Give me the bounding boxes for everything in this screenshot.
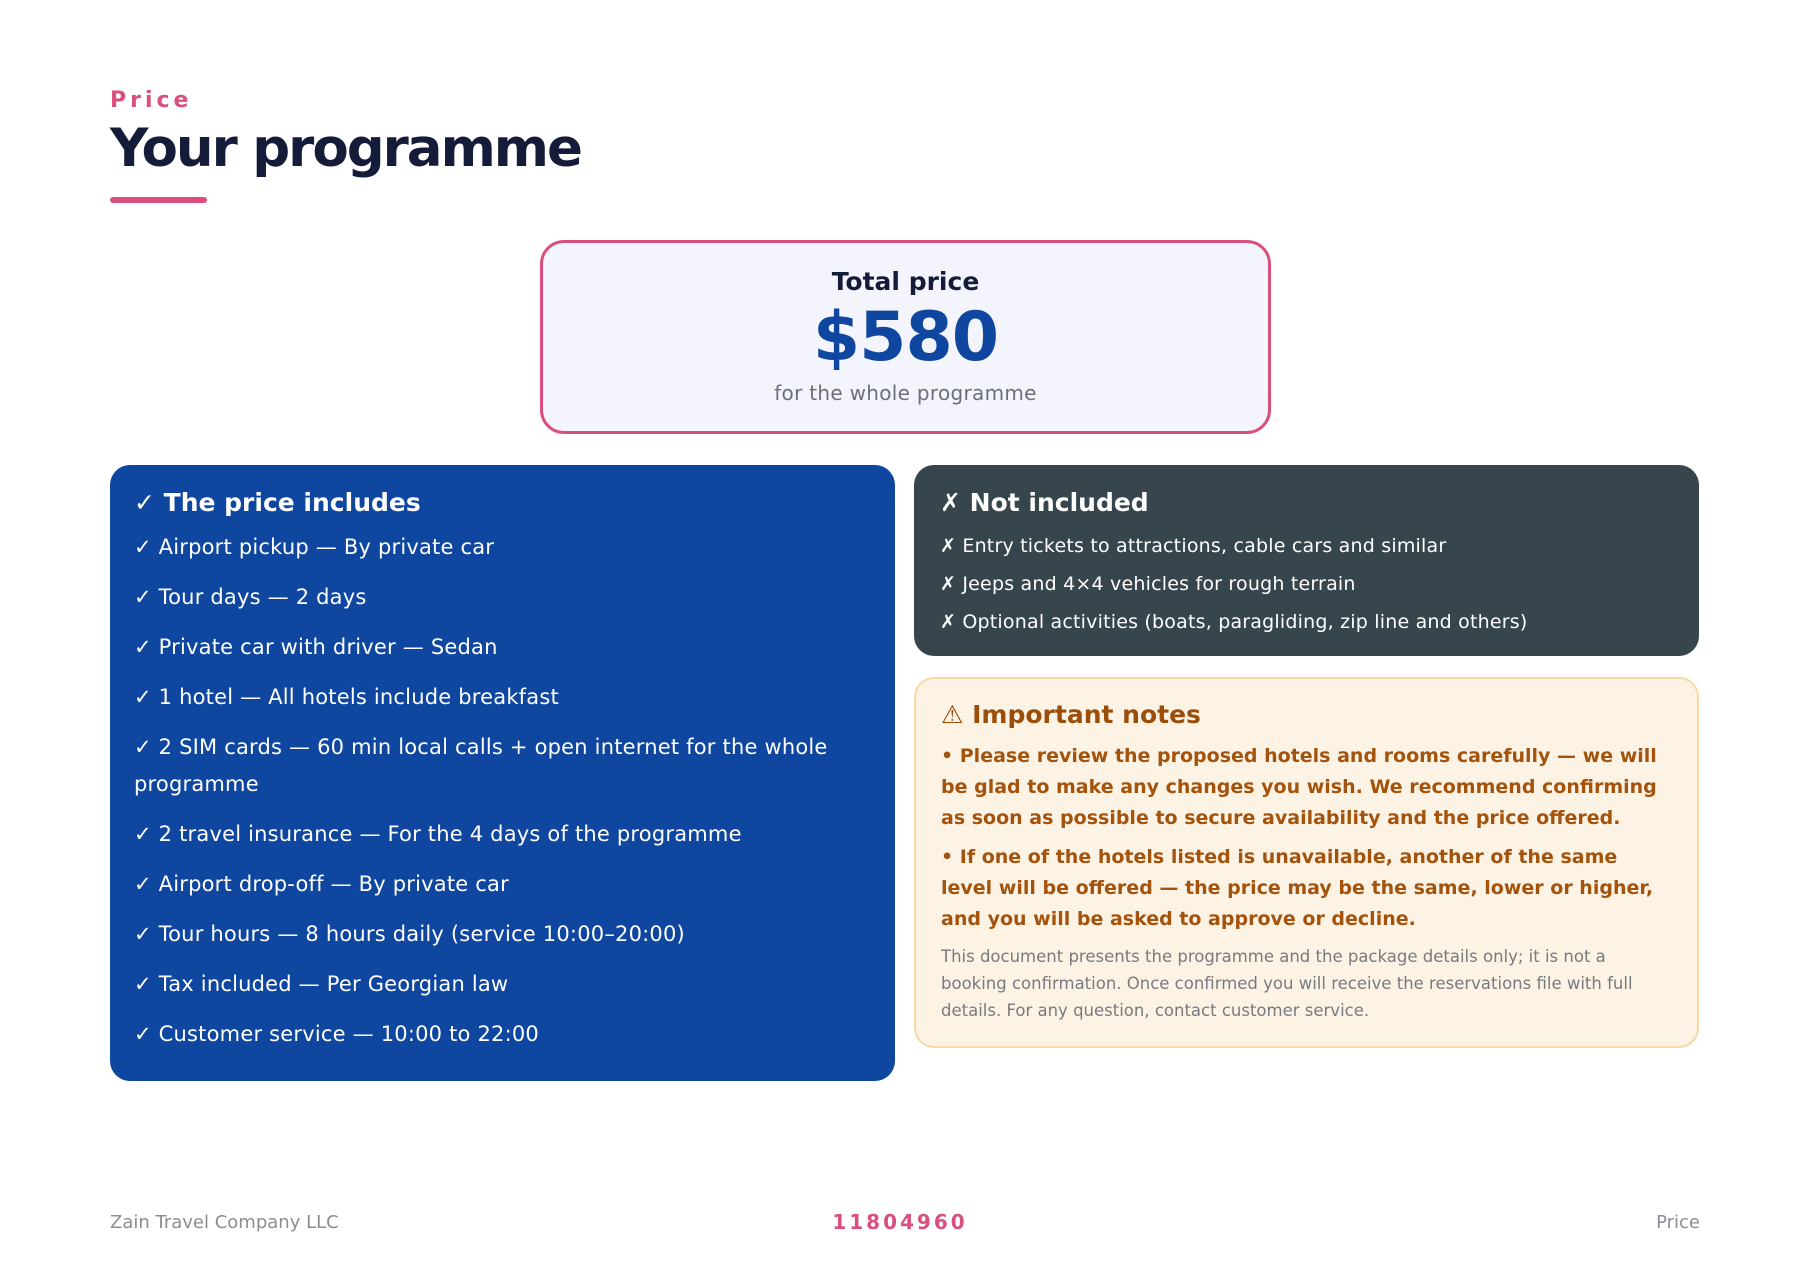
list-item: ✓ Tour days — 2 days	[134, 585, 367, 609]
list-item: ✓ Airport pickup — By private car	[134, 535, 495, 559]
total-price-label: Total price	[831, 267, 980, 296]
list-item: ✓ Customer service — 10:00 to 22:00	[134, 1022, 539, 1046]
list-item: ✓ Tax included — Per Georgian law	[134, 972, 509, 996]
list-item: ✓ 2 travel insurance — For the 4 days of the programme	[134, 822, 742, 846]
disclaimer-text: This document presents the programme and the package details only; it is not a booking confirmation. Once confirmed you will receive the reservations file with full details. For any question, contact customer service.	[941, 947, 1633, 1020]
list-item: ✓ 1 hotel — All hotels include breakfast	[134, 685, 559, 709]
footer-reference: 11804960	[832, 1210, 968, 1234]
important-notes-title: ⚠ Important notes	[941, 700, 1201, 729]
list-item: • Please review the proposed hotels and rooms carefully — we will be glad to make any changes you wish. We recommend confirming as soon as possible to secure availability and the price offered.	[941, 745, 1657, 829]
price-includes-panel	[110, 465, 895, 1081]
section-eyebrow: Price	[110, 88, 193, 113]
list-item: ✓ Airport drop-off — By private car	[134, 872, 509, 896]
title-underline	[110, 197, 207, 203]
total-price-subtitle: for the whole programme	[774, 381, 1037, 406]
page-header	[110, 88, 581, 203]
footer-section: Price	[1656, 1212, 1700, 1233]
list-item: ✓ Tour hours — 8 hours daily (service 10:00–20:00)	[134, 922, 685, 946]
list-item: ✓ 2 SIM cards — 60 min local calls + open internet for the whole programme	[134, 735, 828, 796]
not-included-title: ✗ Not included	[940, 488, 1149, 517]
price-includes-title: ✓ The price includes	[134, 488, 421, 517]
list-item: ✗ Optional activities (boats, paragliding, zip line and others)	[940, 611, 1528, 633]
not-included-list	[940, 527, 1673, 641]
not-included-panel	[914, 465, 1699, 656]
list-item: ✓ Private car with driver — Sedan	[134, 635, 498, 659]
list-item: ✗ Jeeps and 4×4 vehicles for rough terrain	[940, 573, 1356, 595]
page-title: Your programme	[110, 118, 581, 179]
price-includes-list	[134, 529, 871, 1053]
total-price-card	[540, 240, 1271, 434]
list-item: • If one of the hotels listed is unavailable, another of the same level will be offered — the price may be the same, lower or higher, and you will be asked to approve or decline.	[941, 846, 1654, 930]
footer-company: Zain Travel Company LLC	[110, 1212, 339, 1233]
important-notes-panel	[914, 677, 1699, 1048]
important-notes-list	[941, 741, 1672, 935]
total-price-value: $580	[812, 298, 999, 377]
list-item: ✗ Entry tickets to attractions, cable cars and similar	[940, 535, 1447, 557]
